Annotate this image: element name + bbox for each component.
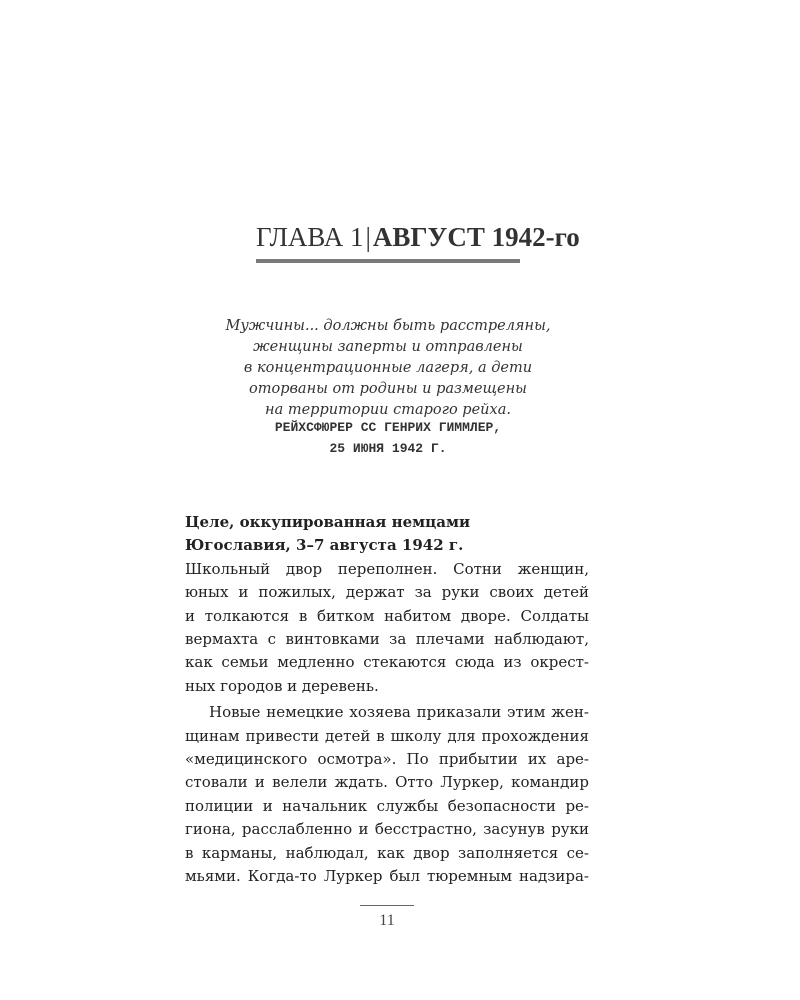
text-line: Новые немецкие хозяева приказали этим жен-	[209, 703, 589, 722]
chapter-body	[185, 511, 589, 889]
chapter-label: ГЛАВА 1	[256, 222, 364, 252]
text-line: как семьи медленно стекаются сюда из окрест-	[185, 653, 589, 672]
epigraph-line: женщины заперты и отправлены	[253, 339, 523, 355]
text-line: гиона, расслабленно и бесстрастно, засунув руки	[185, 820, 589, 839]
epigraph-attribution	[200, 417, 576, 459]
text-line: полиции и начальник службы безопасности ре-	[185, 796, 589, 815]
epigraph-line: оторваны от родины и размещены	[249, 381, 527, 397]
paragraph-2	[185, 701, 589, 888]
text-line: Школьный двор переполнен. Сотни женщин,	[185, 559, 589, 578]
epigraph-line: в концентрационные лагеря, а дети	[243, 360, 533, 376]
text-line: стовали и велели ждать. Отто Луркер, командир	[185, 773, 589, 792]
epigraph	[200, 316, 576, 421]
epigraph-line: на территории старого рейха.	[265, 402, 511, 418]
text-line: вермахта с винтовками за плечами наблюдают,	[185, 630, 589, 649]
footer-rule	[360, 905, 414, 906]
paragraph-1	[185, 558, 589, 698]
text-line: юных и пожилых, держат за руки своих детей	[185, 583, 589, 602]
text-line: щинам привести детей в школу для прохождения	[185, 726, 589, 745]
text-line: и толкаются в битком набитом дворе. Солдаты	[185, 606, 589, 625]
epigraph-author: РЕЙХСФЮРЕР СС ГЕНРИХ ГИММЛЕР,	[274, 420, 502, 435]
subheading-line: Югославия, 3–7 августа 1942 г.	[185, 536, 464, 555]
text-line: в карманы, наблюдал, как двор заполняется се-	[185, 843, 589, 862]
epigraph-line: Мужчины... должны быть расстреляны,	[225, 318, 551, 334]
page-number: 11	[379, 912, 395, 929]
text-line: ных городов и деревень.	[185, 676, 379, 695]
text-line: мьями. Когда-то Луркер был тюремным надзира-	[185, 867, 589, 886]
chapter-separator: |	[365, 222, 371, 252]
subheading-line: Целе, оккупированная немцами	[185, 513, 471, 531]
chapter-title: АВГУСТ 1942-го	[372, 222, 580, 252]
chapter-underline	[256, 259, 520, 263]
text-line: «медицинского осмотра». По прибытии их аре-	[185, 750, 589, 769]
chapter-header	[256, 222, 580, 252]
section-subheading	[185, 511, 589, 558]
epigraph-date: 25 ИЮНЯ 1942 Г.	[329, 441, 447, 456]
